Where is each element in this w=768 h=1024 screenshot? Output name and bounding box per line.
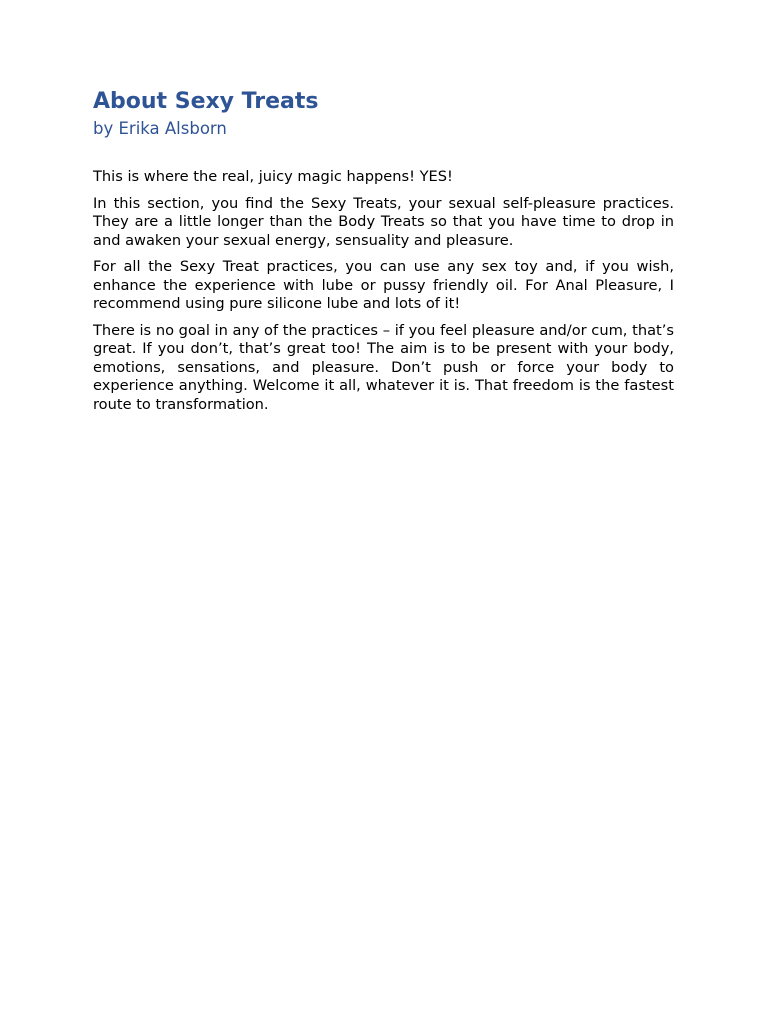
author-byline: by Erika Alsborn — [93, 119, 227, 138]
paragraph-toys-lube: For all the Sexy Treat practices, you can use any sex toy and, if you wish, enhance the experience with lube or pussy friendly oil. For Anal Pleasure, I recommend using pure silicone lube and lots of it! — [93, 258, 674, 312]
paragraph-intro: This is where the real, juicy magic happens! YES! — [93, 168, 453, 185]
page-title: About Sexy Treats — [93, 89, 319, 114]
body-text — [93, 168, 674, 414]
paragraph-no-goal: There is no goal in any of the practices – if you feel pleasure and/or cum, that’s great. If you don’t, that’s great too! The aim is to be present with your body, emotions, sensations, and pleasure. Don’t push or force your body to experience anything. Welcome it all, whatever it is. That freedom is the fastest route to transformation. — [93, 321, 674, 413]
paragraph-section-overview: In this section, you find the Sexy Treats, your sexual self-pleasure practices. They are a little longer than the Body Treats so that you have time to drop in and awaken your sexual energy, sensuality and pleasure. — [93, 194, 674, 249]
